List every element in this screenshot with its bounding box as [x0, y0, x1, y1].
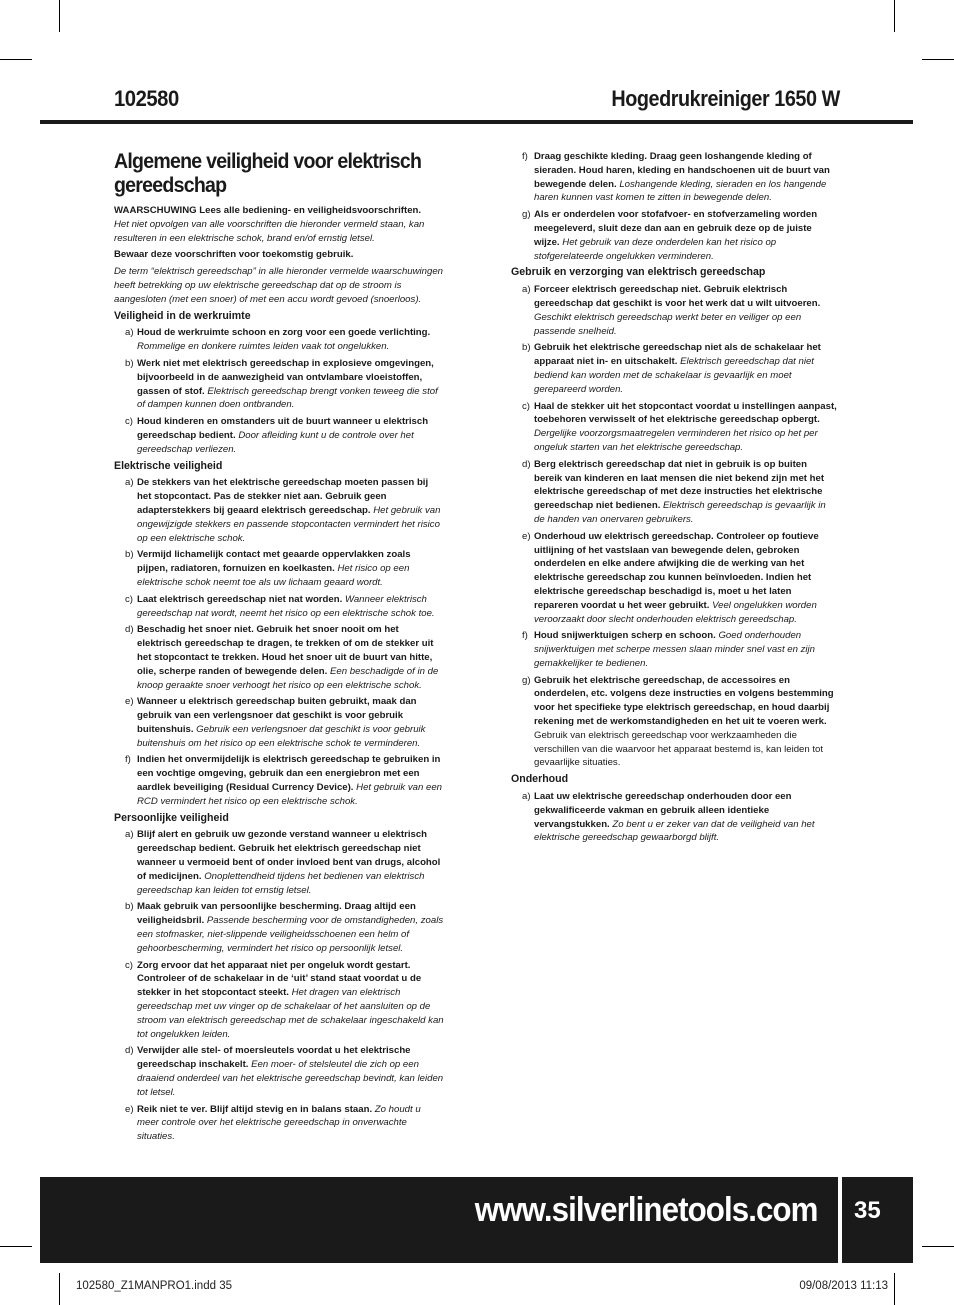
website-url: www.silverlinetools.com	[475, 1191, 818, 1229]
product-code: 102580	[114, 86, 179, 111]
crop-mark	[894, 0, 895, 32]
list-item: f) Draag geschikte kleding. Draag geen loshangende kleding of sieraden. Houd haren, kleding en handschoenen uit de buurt van bewegende delen. Loshangende kleding, sieraden en los hangende haren kunnen vast komen te zitten in bewegende delen.	[522, 151, 830, 204]
list-item: c) Zorg ervoor dat het apparaat niet per ongeluk wordt gestart. Controleer of de schakelaar in de ‘uit’ stand staat voordat u de stekker in het stopcontact steekt. Het dragen van elektrisch gereedschap met uw vinger op de schakelaar of het aansluiten op de stroom van elektrisch gereedschap met de schakelaar ingeschakeld kan tot ongelukken leiden.	[125, 959, 444, 1040]
list-item: c) Haal de stekker uit het stopcontact voordat u instellingen aanpast, toebehoren verwisselt of het elektrische gereedschap opbergt. Dergelijke voorzorgsmaatregelen verminderen het risico op het per ongeluk starten van het elektrische gereedschap.	[522, 400, 837, 453]
list-item: b) Vermijd lichamelijk contact met geaarde oppervlakken zoals pijpen, radiatoren, fornuizen en koelkasten. Het risico op een elektrische schok neemt toe als uw lichaam geaard wordt.	[125, 549, 411, 588]
subheading-electrical-safety: Elektrische veiligheid	[114, 459, 223, 472]
crop-mark	[922, 1246, 954, 1247]
list-item: a) Forceer elektrisch gereedschap niet. Gebruik elektrisch gereedschap dat geschikt is voor het werk dat u wilt uitvoeren. Geschikt elektrisch gereedschap werkt beter en veiliger op een passende snelheid.	[522, 284, 821, 337]
list-item: c) Houd kinderen en omstanders uit de buurt wanneer u elektrisch gereedschap bedient. Door afleiding kunt u de controle over het gereedschap verliezen.	[125, 416, 429, 455]
list-item: d) Beschadig het snoer niet. Gebruik het snoer nooit om het elektrisch gereedschap te dragen, te trekken of om de stekker uit het stopcontact te trekken. Houd het snoer uit de buurt van hitte, olie, scherpe randen of bewegende delen. Een beschadigde of in de knoop geraakte snoer verhoogt het risico op een elektrische schok.	[125, 624, 439, 691]
crop-mark	[0, 59, 32, 60]
list-item: f) Houd snijwerktuigen scherp en schoon. Goed onderhouden snijwerktuigen met scherpe messen slaan minder snel vast en zijn gemakkelijker te bedienen.	[522, 630, 816, 669]
list-item: a) Houd de werkruimte schoon en zorg voor een goede verlichting. Rommelige en donkere ruimtes leiden vaak tot ongelukken.	[125, 327, 431, 353]
slug-file: 102580_Z1MANPRO1.indd 35	[76, 1280, 232, 1292]
list-item: g) Als er onderdelen voor stofafvoer- en stofverzameling worden meegeleverd, sluit deze dan aan en gebruik deze op de juiste wijze. Het gebruik van deze onderdelen kan het risico op stofgerelateerde ongelukken verminderen.	[522, 209, 818, 262]
list-item: f) Indien het onvermijdelijk is elektrisch gereedschap te gebruiken in een vochtige omgeving, gebruik dan een energiebron met een aardlek beveiliging (Residual Currency Device). Het gebruik van een RCD vermindert het risico op een elektrische schok.	[125, 754, 443, 807]
page-title: Hogedrukreiniger 1650 W	[611, 86, 840, 111]
list-item: c) Laat elektrisch gereedschap niet nat worden. Wanneer elektrisch gereedschap nat wordt, neemt het risico op een elektrische schok toe.	[125, 593, 435, 619]
keep-instructions: Bewaar deze voorschriften voor toekomstig gebruik.	[114, 249, 354, 261]
crop-mark	[0, 1246, 32, 1247]
crop-mark	[59, 1273, 60, 1305]
list-item: d) Verwijder alle stel- of moersleutels voordat u het elektrische gereedschap inschakelt. Een moer- of stelsleutel die zich op een draaiend onderdeel van het elektrische gereedschap bevindt, kan leiden tot letsel.	[125, 1045, 444, 1098]
crop-mark	[894, 1273, 895, 1305]
list-item: b) Maak gebruik van persoonlijke bescherming. Draag altijd een veiligheidsbril. Passende bescherming voor de omstandigheden, zoals een stofmasker, niet-slippende veiligheidsschoenen een helm of gehoorbescherming, vermindert het risico op persoonlijk letsel.	[125, 901, 444, 954]
header-rule	[40, 120, 913, 124]
list-item: b) Werk niet met elektrisch gereedschap in explosieve omgevingen, bijvoorbeeld in de aanwezigheid van ontvlambare vloeistoffen, gassen of stof. Elektrisch gereedschap brengt vonken teweeg die stof of dampen kunnen doen ontbranden.	[125, 357, 438, 411]
crop-mark	[59, 0, 60, 32]
warning-italic: Het niet opvolgen van alle voorschriften die hieronder vermeld staan, kan resulteren in een elektrische schok, brand en/of ernstig letsel.	[114, 218, 425, 244]
crop-mark	[922, 59, 954, 60]
list-item: e) Reik niet te ver. Blijf altijd stevig en in balans staan. Zo houdt u meer controle over het elektrische gereedschap in onverwachte situaties.	[125, 1103, 421, 1143]
subheading-personal-safety: Persoonlijke veiligheid	[114, 811, 229, 824]
subheading-maintenance: Onderhoud	[511, 773, 569, 786]
slug-date: 09/08/2013 11:13	[799, 1280, 888, 1292]
page-number-box	[842, 1177, 913, 1263]
page-number: 35	[854, 1197, 881, 1224]
section-heading: Algemene veiligheid voor elektrisch gereedschap	[114, 150, 422, 197]
list-item: e) Wanneer u elektrisch gereedschap buiten gebruikt, maak dan gebruik van een verlengsnoer dat geschikt is voor gebruik buitenshuis. Gebruik een verlengsnoer dat geschikt is voor gebruik buitenshuis om het risico op een elektrische schok te verminderen.	[125, 696, 426, 749]
list-item: e) Onderhoud uw elektrisch gereedschap. Controleer op foutieve uitlijning of het vastslaan van bewegende delen, gebroken onderdelen en elke andere afwijking die de werking van het elektrische gereedschap zou kunnen beïnvloeden. Indien het elektrische gereedschap beschadigd is, moet u het laten repareren voordat u het weer gebruikt. Veel ongelukken worden veroorzaakt door slecht onderhouden elektrisch gereedschap.	[522, 530, 819, 625]
footer-bar	[40, 1177, 838, 1263]
right-column	[511, 150, 837, 848]
list-item: b) Gebruik het elektrische gereedschap niet als de schakelaar het apparaat niet in- en uitschakelt. Elektrisch gereedschap dat niet bediend kan worden met de schakelaar is gevaarlijk en moet gerepareerd worden.	[522, 342, 821, 395]
list-item: d) Berg elektrisch gereedschap dat niet in gebruik is op buiten bereik van kinderen en laat mensen die niet bekend zijn met het elektrische gereedschap of met deze instructies het elektrische gereedschap niet bedienen. Elektrisch gereedschap is gevaarlijk in de handen van onervaren gebruikers.	[522, 458, 826, 525]
left-column	[114, 150, 444, 1147]
list-item: a) De stekkers van het elektrische gereedschap moeten passen bij het stopcontact. Pas de stekker niet aan. Gebruik geen adapterstekkers bij geaard elektrisch gereedschap. Het gebruik van ongewijzigde stekkers en passende stopcontacten vermindert het risico op een elektrische schok.	[125, 477, 441, 544]
list-item: a) Laat uw elektrische gereedschap onderhouden door een gekwalificeerde vakman en gebruik alleen identieke vervangstukken. Zo bent u er zeker van dat de veiligheid van het elektrische gereedschap gewaarborgd blijft.	[522, 791, 815, 844]
term-definition: De term “elektrisch gereedschap” in alle hieronder vermelde waarschuwingen heeft betrekking op uw elektrische gereedschap dat op de stroom is aangesloten (met een snoer) of met een accu wordt gevoed (snoerloos).	[114, 266, 444, 305]
subheading-tool-use-care: Gebruik en verzorging van elektrisch gereedschap	[511, 266, 766, 279]
list-item: a) Blijf alert en gebruik uw gezonde verstand wanneer u elektrisch gereedschap bedient. Gebruik het elektrisch gereedschap niet wanneer u vermoeid bent of onder invloed bent van drugs, alcohol of medicijnen. Onoplettendheid tijdens het bedienen van elektrisch gereedschap kan leiden tot ernstig letsel.	[125, 829, 441, 896]
warning-bold: WAARSCHUWING Lees alle bediening- en veiligheidsvoorschriften.	[114, 205, 422, 216]
subheading-work-area: Veiligheid in de werkruimte	[114, 309, 251, 322]
list-item: g) Gebruik het elektrische gereedschap, de accessoires en onderdelen, etc. volgens deze instructies en volgens bestemming voor het specifieke type elektrisch gereedschap, en houd daarbij rekening met de werkomstandigheden en het uit te voeren werk. Gebruik van elektrisch gereedschap voor werkzaamheden die verschillen van die waarvoor het apparaat bestemd is, kan leiden tot gevaarlijke situaties.	[522, 674, 834, 769]
warning-paragraph	[114, 204, 444, 245]
